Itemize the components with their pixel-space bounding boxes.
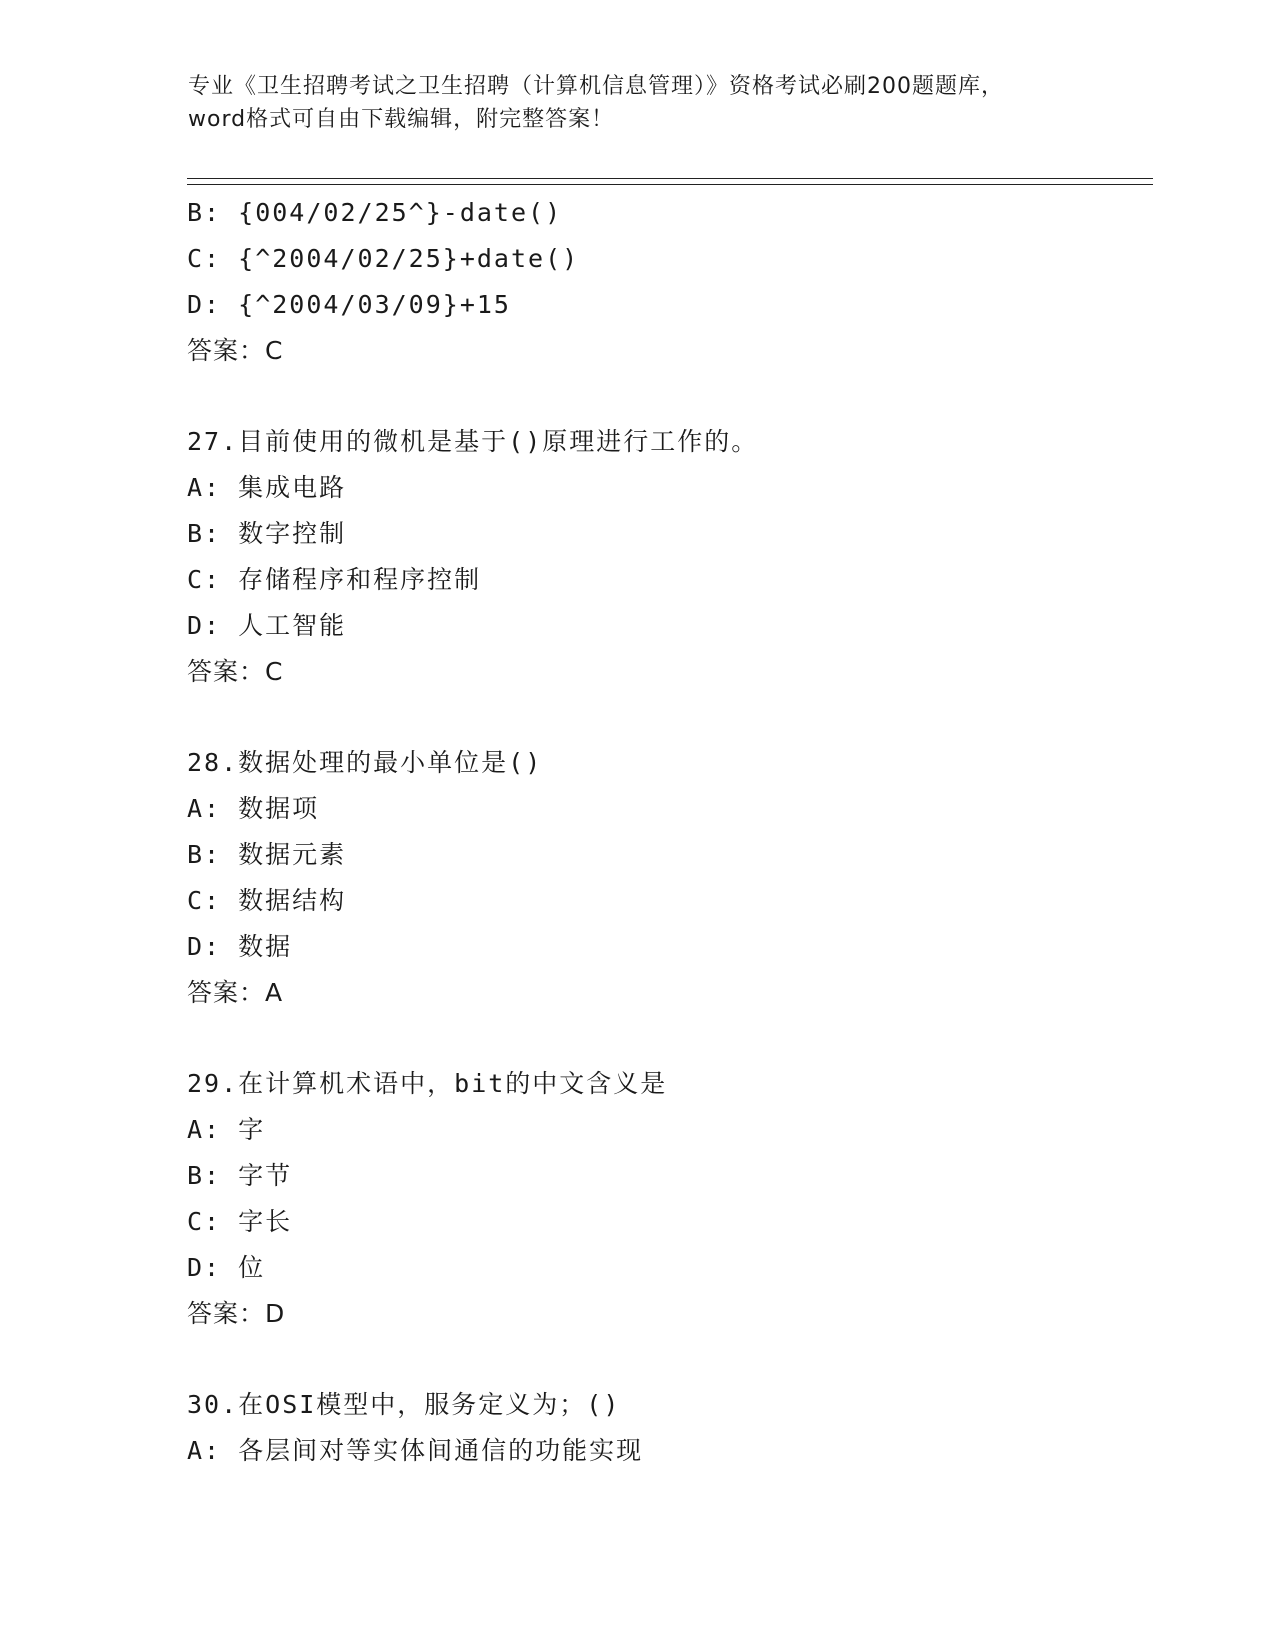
header-line-1: 专业《卫生招聘考试之卫生招聘（计算机信息管理）》资格考试必刷200题题库，: [188, 74, 1004, 99]
option-a: A: 字: [187, 1115, 266, 1144]
question-28: [187, 740, 1153, 1016]
option-d: D: {^2004/03/09}+15: [187, 290, 511, 319]
question-stem: 29.在计算机术语中，bit的中文含义是: [187, 1069, 668, 1098]
option-a: A: 集成电路: [187, 473, 347, 502]
answer: 答案：C: [187, 657, 284, 686]
option-d: D: 位: [187, 1253, 266, 1282]
option-b: B: 数字控制: [187, 519, 347, 548]
question-26-continued: [187, 190, 1153, 374]
question-29: [187, 1061, 1153, 1337]
question-stem: 27.目前使用的微机是基于()原理进行工作的。: [187, 427, 759, 456]
question-30: [187, 1382, 1153, 1474]
header-divider-top: [187, 178, 1153, 179]
option-c: C: 字长: [187, 1207, 293, 1236]
option-d: D: 数据: [187, 932, 293, 961]
option-b: B: {004/02/25^}-date(): [187, 198, 563, 227]
header-divider-bottom: [187, 184, 1153, 185]
question-list: [187, 190, 1153, 1474]
question-27: [187, 419, 1153, 695]
option-b: B: 字节: [187, 1161, 293, 1190]
answer: 答案：A: [187, 978, 284, 1007]
header-line-2: word格式可自由下载编辑，附完整答案！: [188, 107, 615, 132]
question-stem: 30.在OSI模型中，服务定义为；(): [187, 1390, 621, 1419]
answer: 答案：D: [187, 1299, 286, 1328]
option-c: C: 存储程序和程序控制: [187, 565, 482, 594]
option-a: A: 各层间对等实体间通信的功能实现: [187, 1436, 644, 1465]
option-c: C: {^2004/02/25}+date(): [187, 244, 580, 273]
option-a: A: 数据项: [187, 794, 320, 823]
option-d: D: 人工智能: [187, 611, 347, 640]
answer: 答案：C: [187, 336, 284, 365]
option-b: B: 数据元素: [187, 840, 347, 869]
option-c: C: 数据结构: [187, 886, 347, 915]
question-stem: 28.数据处理的最小单位是(): [187, 748, 543, 777]
document-header: [188, 70, 1088, 136]
